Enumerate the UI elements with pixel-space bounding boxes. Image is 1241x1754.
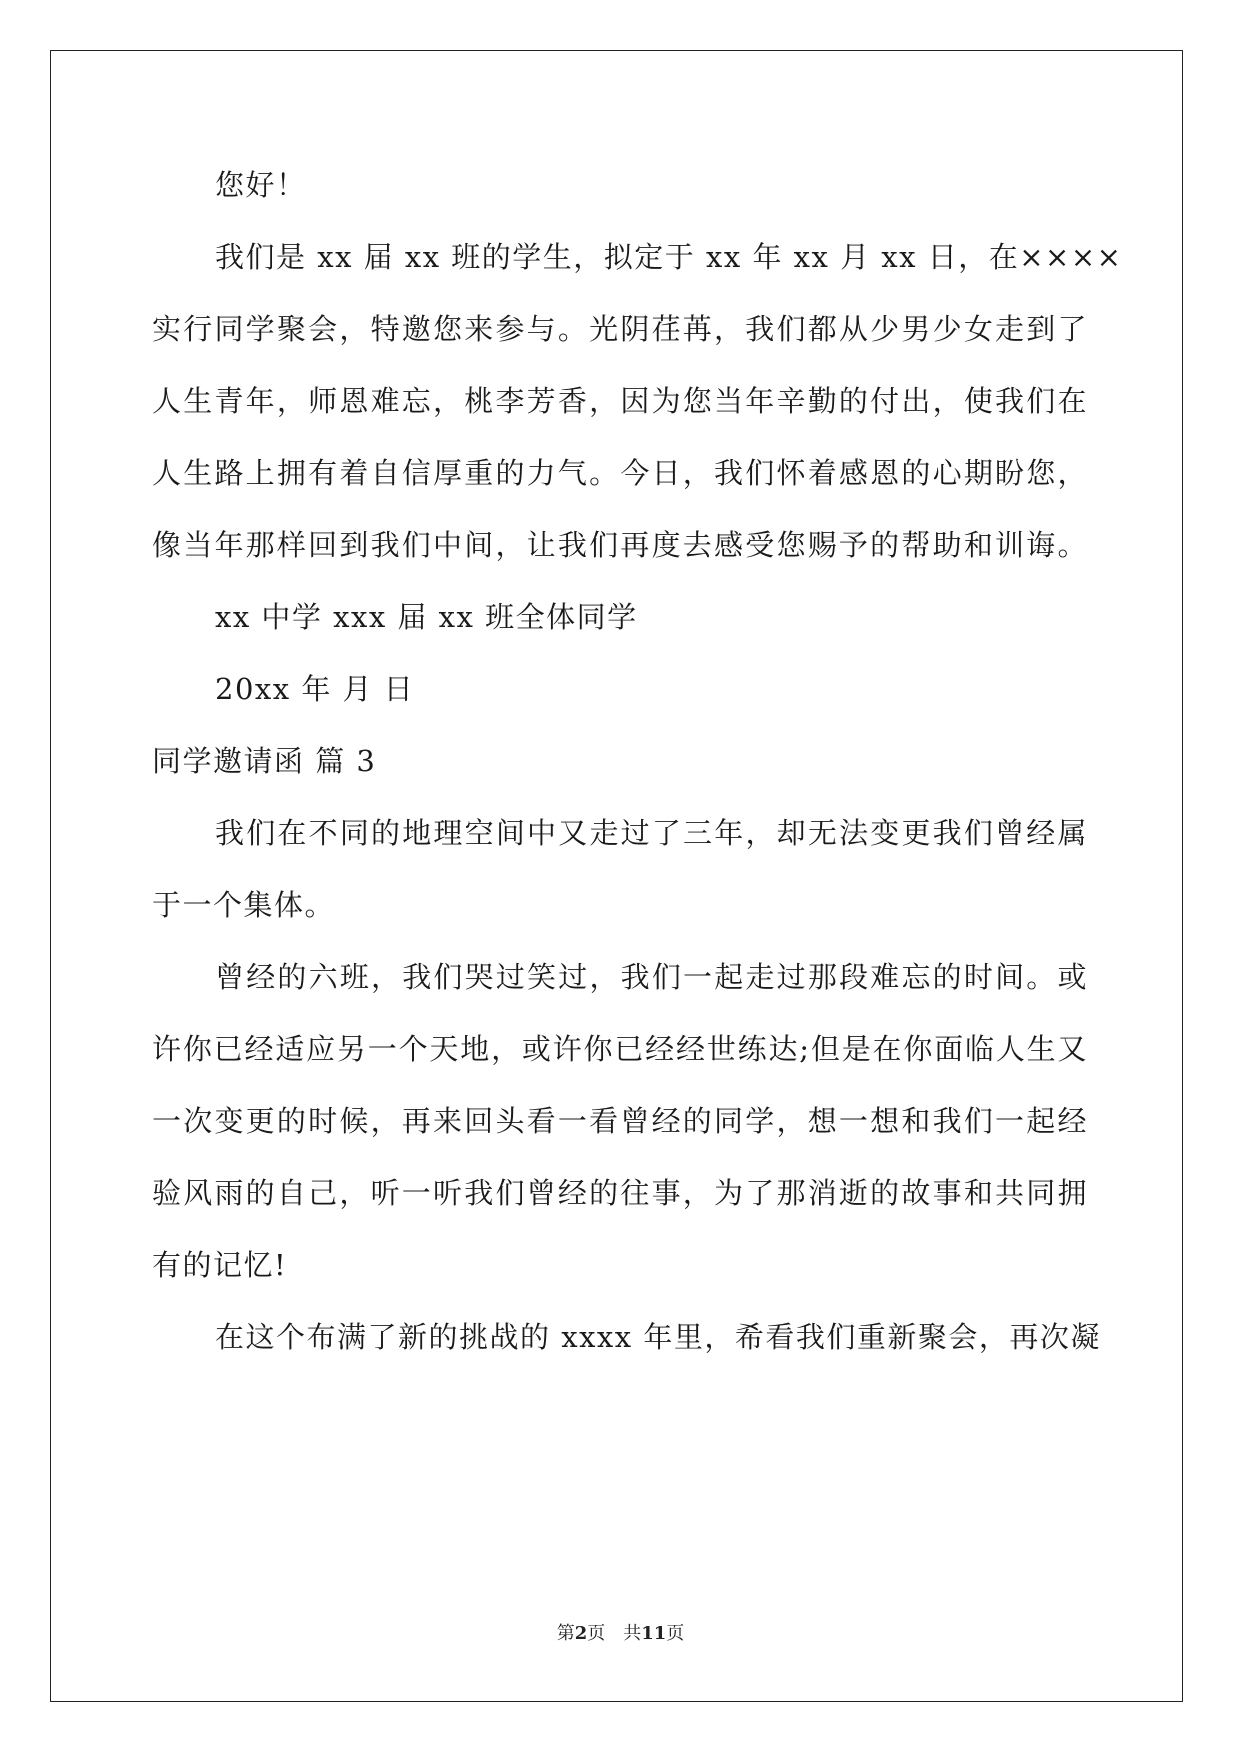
page-total: 11 — [641, 1623, 667, 1644]
paragraph-line: 在这个布满了新的挑战的 xxxx 年里，希看我们重新聚会，再次凝 — [215, 1320, 1101, 1354]
paragraph-line: 实行同学聚会，特邀您来参与。光阴荏苒，我们都从少男少女走到了 — [152, 312, 1088, 346]
paragraph-line: 人生路上拥有着自信厚重的力气。今日，我们怀着感恩的心期盼您， — [152, 456, 1088, 490]
page-prefix: 第 — [556, 1623, 575, 1644]
greeting-line: 您好！ — [215, 168, 307, 202]
page-border — [50, 50, 1183, 1702]
paragraph-line: 曾经的六班，我们哭过笑过，我们一起走过那段难忘的时间。或 — [215, 960, 1088, 994]
paragraph-line: 于一个集体。 — [152, 888, 336, 922]
paragraph-line: 像当年那样回到我们中间，让我们再度去感受您赐予的帮助和训诲。 — [152, 528, 1088, 562]
paragraph-line: 一次变更的时候，再来回头看一看曾经的同学，想一想和我们一起经 — [152, 1104, 1088, 1138]
paragraph-line: 我们在不同的地理空间中又走过了三年，却无法变更我们曾经属 — [215, 816, 1088, 850]
date-line: 20xx 年 月 日 — [215, 672, 415, 706]
page-suffix: 页 — [587, 1623, 606, 1644]
signature-line: xx 中学 xxx 届 xx 班全体同学 — [215, 600, 638, 634]
paragraph-line: 验风雨的自己，听一听我们曾经的往事，为了那消逝的故事和共同拥 — [152, 1176, 1088, 1210]
paragraph-line: 我们是 xx 届 xx 班的学生，拟定于 xx 年 xx 月 xx 日，在×××× — [215, 240, 1123, 274]
page-current: 2 — [574, 1623, 588, 1644]
total-suffix: 页 — [666, 1623, 685, 1644]
paragraph-line: 人生青年，师恩难忘，桃李芳香，因为您当年辛勤的付出，使我们在 — [152, 384, 1088, 418]
paragraph-line: 许你已经适应另一个天地，或许你已经经世练达;但是在你面临人生又 — [152, 1032, 1088, 1066]
section-heading: 同学邀请函 篇 3 — [152, 744, 377, 778]
total-prefix: 共 — [623, 1623, 642, 1644]
page-footer — [0, 1622, 1241, 1646]
paragraph-line: 有的记忆! — [152, 1248, 288, 1282]
